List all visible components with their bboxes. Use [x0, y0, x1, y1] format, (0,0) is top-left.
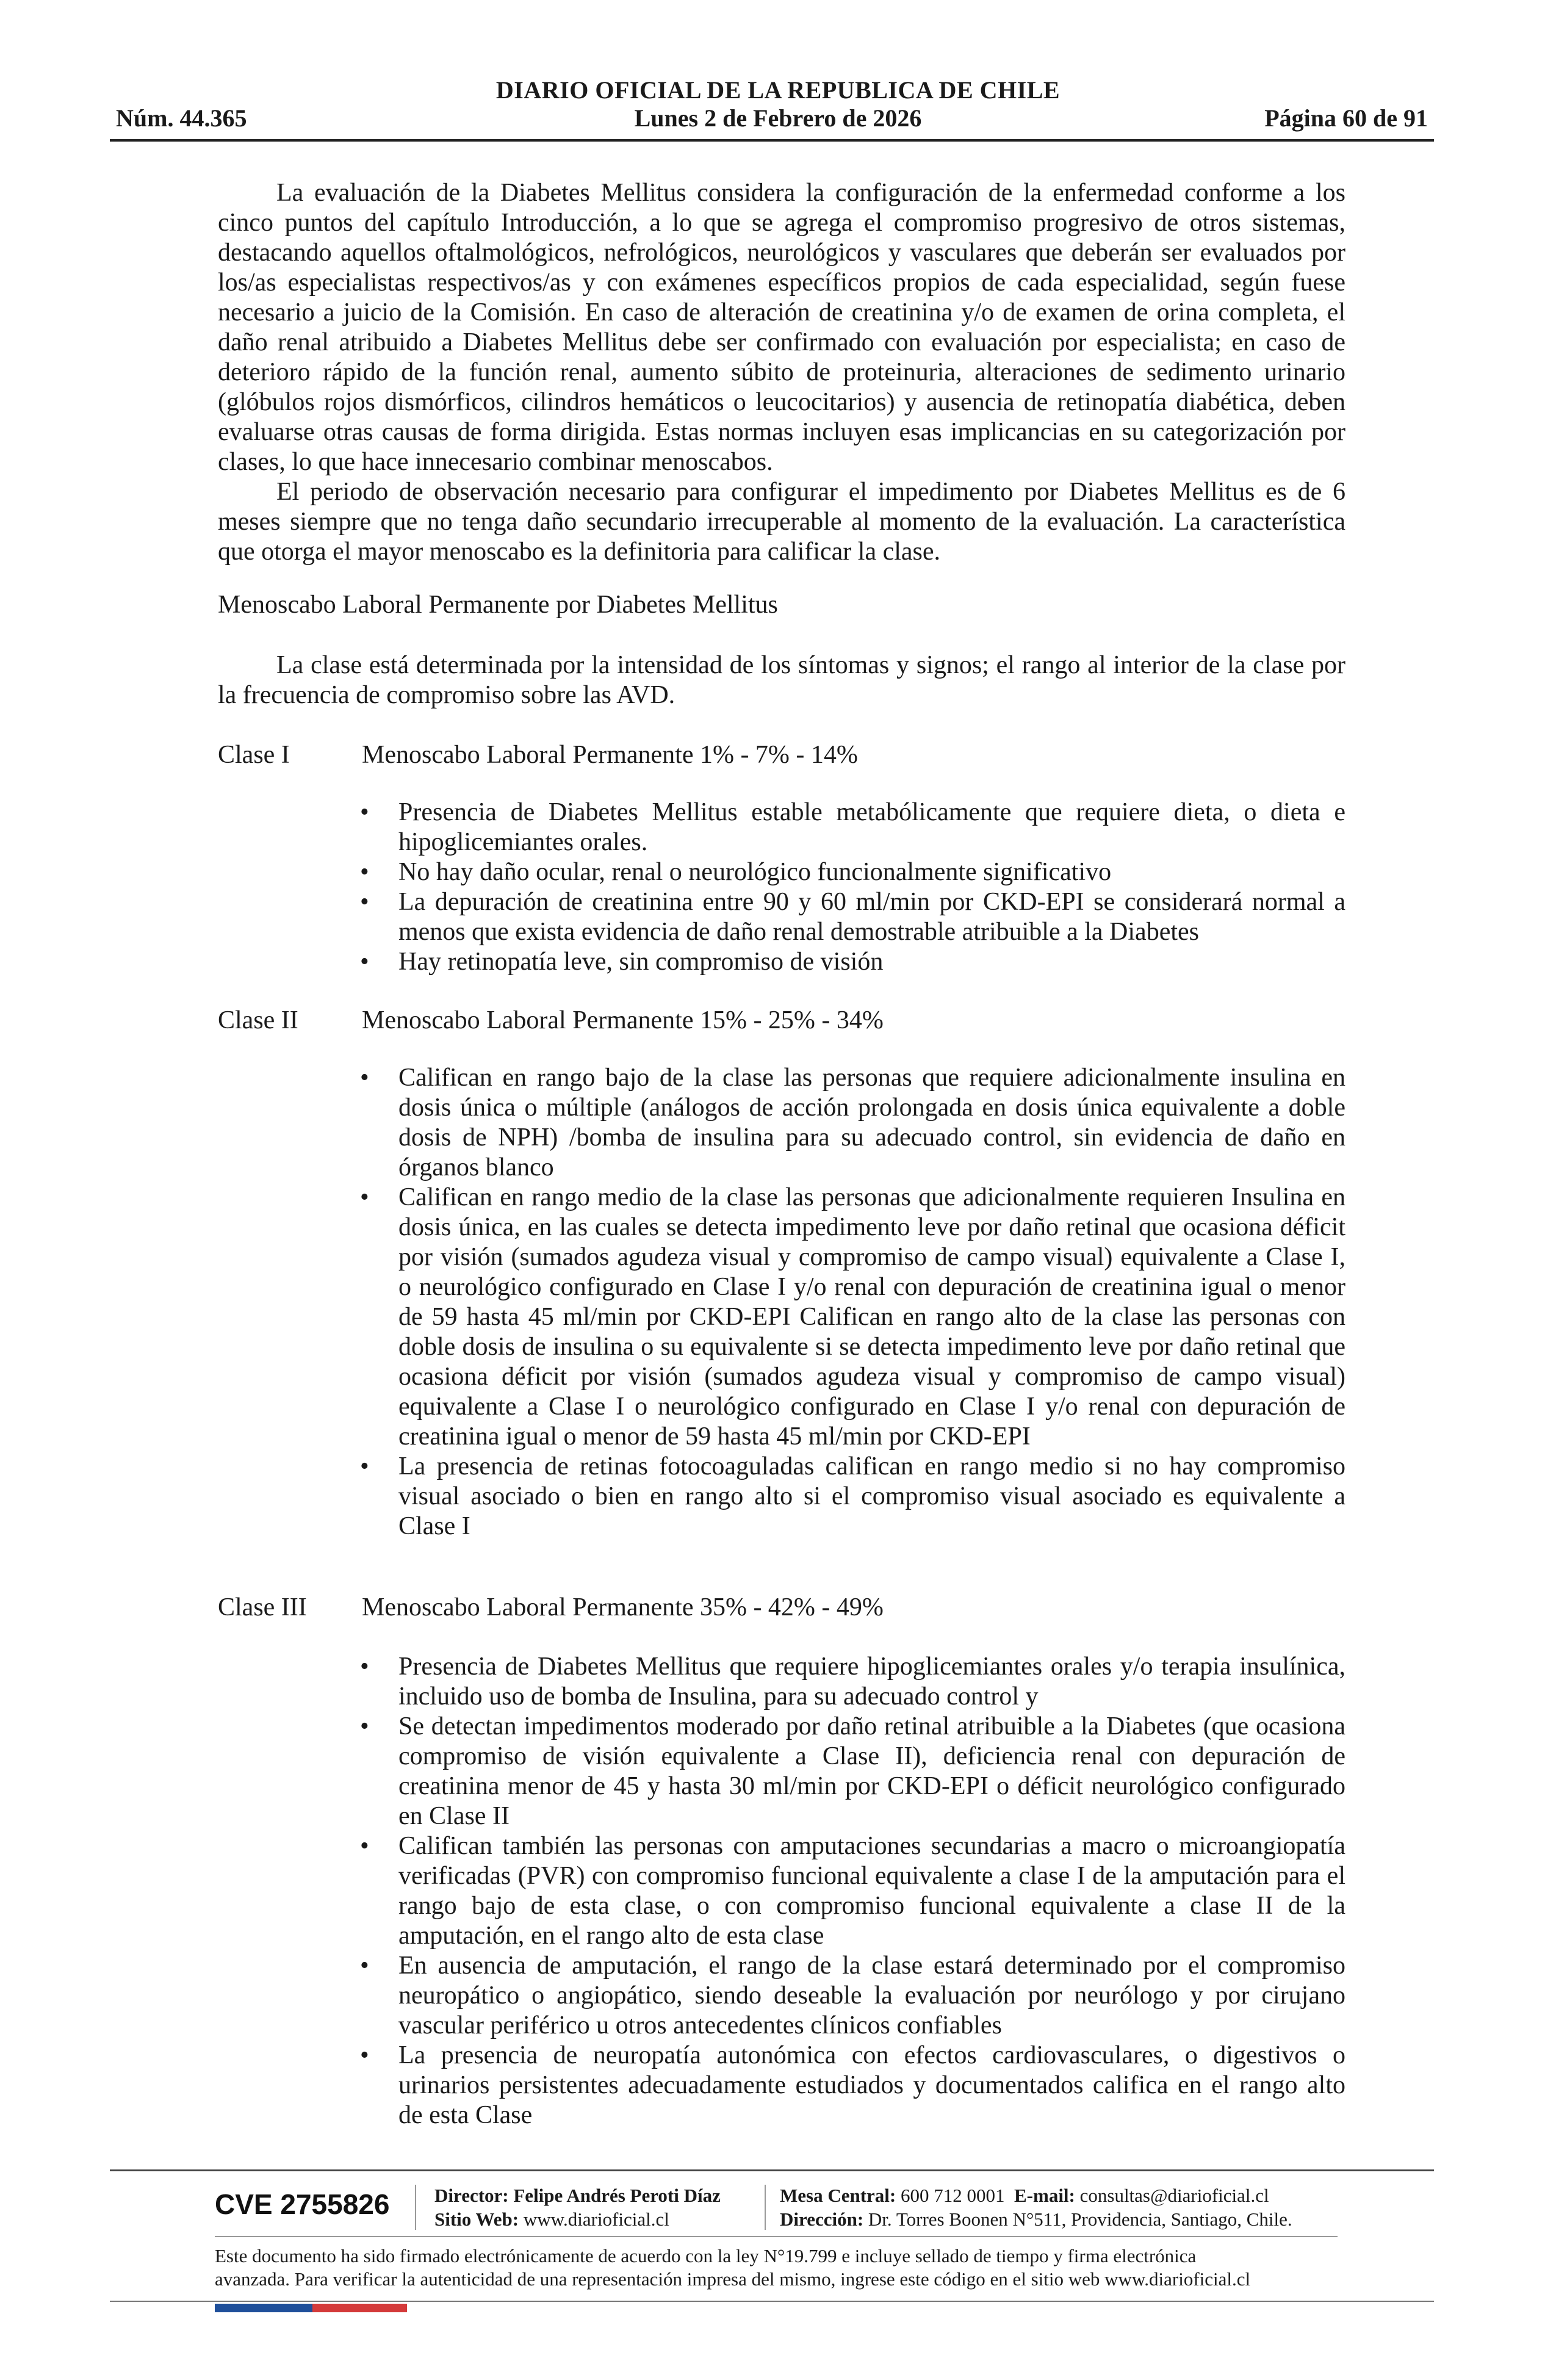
- bullet-icon: •: [360, 2041, 369, 2069]
- list-item: • Califican en rango medio de la clase las personas que adicionalmente requieren Insulina en dosis única, en las cuales se detecta impedimento leve por daño retinal que ocasiona déficit por visión (sumados agudeza visual y compromiso de campo visual) equivalente a Clase I, o neurológico configurado en Clase I y/o renal con depuración de creatinina igual o menor de 59 hasta 45 ml/min por CKD-EPI Califican en rango alto de la clase las personas con doble dosis de insulina o su equivalente si se detecta impedimento leve por daño retinal que ocasiona déficit por visión (sumados agudeza visual y compromiso de campo visual) equivalente a Clase I o neurológico configurado en Clase I y/o renal con depuración de creatinina igual o menor de 59 hasta 45 ml/min por CKD-EPI: [360, 1183, 1345, 1451]
- address: Dr. Torres Boonen N°511, Providencia, Santiago, Chile.: [868, 2209, 1292, 2230]
- class-1-label: Clase I: [218, 741, 290, 769]
- bullet-icon: •: [360, 798, 369, 826]
- class-3-range: Menoscabo Laboral Permanente 35% - 42% - 49%: [362, 1593, 884, 1621]
- bullet-icon: •: [360, 1452, 369, 1480]
- intro-paragraph-1: La evaluación de la Diabetes Mellitus considera la configuración de la enfermedad conforme a los cinco puntos del capítulo Introducción, a lo que se agrega el compromiso progresivo de otros sistemas, destacando aquellos oftalmológicos, nefrológicos, neurológicos y vasculares que deberán ser evaluados por los/as especialistas respectivos/as y con exámenes específicos propios de cada especialidad, según fuese necesario a juicio de la Comisión. En caso de alteración de creatinina y/o de examen de orina completa, el daño renal atribuido a Diabetes Mellitus debe ser confirmado con evaluación por especialista; en caso de deterioro rápido de la función renal, aumento súbito de proteinuria, alteraciones de sedimento urinario (glóbulos rojos dismórficos, cilindros hemáticos o leucocitarios) y ausencia de retinopatía diabética, deben evaluarse otras causas de forma dirigida. Estas normas incluyen esas implicancias en su categorización por clases, lo que hace innecesario combinar menoscabos.: [218, 179, 1345, 476]
- cve-code: CVE 2755826: [215, 2188, 390, 2220]
- list-item: • Califican también las personas con amputaciones secundarias a macro o microangiopatía verificadas (PVR) con compromiso funcional equivalente a clase I de la amputación para el rango bajo de esta clase, o con compromiso funcional equivalente a clase II de la amputación, en el rango alto de esta clase: [360, 1832, 1345, 1950]
- header-rule: [110, 139, 1434, 142]
- bullet-icon: •: [360, 1064, 369, 1092]
- list-item: • No hay daño ocular, renal o neurológico funcionalmente significativo: [360, 858, 1112, 886]
- intro-paragraph-2: El periodo de observación necesario para configurar el impedimento por Diabetes Mellitus es de 6 meses siempre que no tenga daño secundario irrecuperable al momento de la evaluación. La característica que otorga el mayor menoscabo es la definitoria para calificar la clase.: [218, 478, 1345, 566]
- list-item: • Presencia de Diabetes Mellitus que requiere hipoglicemiantes orales y/o terapia insulínica, incluido uso de bomba de Insulina, para su adecuado control y: [360, 1653, 1345, 1711]
- bullet-icon: •: [360, 1712, 369, 1740]
- list-item: • Hay retinopatía leve, sin compromiso de visión: [360, 948, 884, 976]
- footer-director-block: Director: Felipe Andrés Peroti Díaz Sitio Web: www.diarioficial.cl: [434, 2185, 721, 2230]
- class-3-bullets: [360, 1652, 1345, 2130]
- legal-notice: Este documento ha sido firmado electrónicamente de acuerdo con la ley N°19.799 e incluye sellado de tiempo y firma electrónica avanzada. Para verificar la autenticidad de una representación impresa del mismo, ingrese este código en el sitio web www.diarioficial.cl: [215, 2245, 1251, 2290]
- footer-rule-middle: [215, 2236, 1338, 2237]
- list-item: • Califican en rango bajo de la clase las personas que requiere adicionalmente insulina en dosis única o múltiple (análogos de acción prolongada en dosis única equivalente a doble dosis de NPH) /bomba de insulina para su adecuado control, sin evidencia de daño en órganos blanco: [360, 1064, 1345, 1181]
- flag-stripe-red: [312, 2304, 407, 2312]
- section-heading: Menoscabo Laboral Permanente por Diabetes Mellitus: [218, 591, 778, 619]
- phone-number: 600 712 0001: [901, 2185, 1005, 2206]
- class-2-range: Menoscabo Laboral Permanente 15% - 25% - 34%: [362, 1006, 884, 1034]
- class-2-bullets: [360, 1063, 1345, 1542]
- bullet-icon: •: [360, 1952, 369, 1980]
- flag-stripe-blue: [215, 2304, 312, 2312]
- footer-contact-block: Mesa Central: 600 712 0001 E-mail: consultas@diarioficial.cl Dirección: Dr. Torres Boonen N°511, Providencia, Santiago, Chile.: [780, 2185, 1292, 2230]
- list-item: • La presencia de retinas fotocoaguladas califican en rango medio si no hay compromiso visual asociado o bien en rango alto si el compromiso visual asociado es equivalente a Clase I: [360, 1452, 1345, 1540]
- class-intro-paragraph: La clase está determinada por la intensidad de los síntomas y signos; el rango al interior de la clase por la frecuencia de compromiso sobre las AVD.: [218, 651, 1345, 709]
- footer-divider: [765, 2185, 766, 2230]
- list-item: • La presencia de neuropatía autonómica con efectos cardiovasculares, o digestivos o urinarios persistentes adecuadamente estudiados y documentados califica en el rango alto de esta Clase: [360, 2041, 1345, 2129]
- website-link[interactable]: www.diarioficial.cl: [523, 2209, 669, 2230]
- page-indicator: Página 60 de 91: [1264, 104, 1428, 132]
- bullet-icon: •: [360, 1832, 369, 1860]
- bullet-icon: •: [360, 858, 369, 886]
- footer-rule-bottom: [110, 2301, 1434, 2302]
- class-1-bullets: [360, 798, 1345, 977]
- bullet-icon: •: [360, 1183, 369, 1211]
- newspaper-title: DIARIO OFICIAL DE LA REPUBLICA DE CHILE: [495, 76, 1061, 104]
- list-item: • Se detectan impedimentos moderado por daño retinal atribuible a la Diabetes (que ocasiona compromiso de visión equivalente a Clase II), deficiencia renal con depuración de creatinina menor de 45 y hasta 30 ml/min por CKD-EPI o déficit neurológico configurado en Clase II: [360, 1712, 1345, 1830]
- class-1-range: Menoscabo Laboral Permanente 1% - 7% - 14%: [362, 741, 858, 769]
- list-item: • Presencia de Diabetes Mellitus estable metabólicamente que requiere dieta, o dieta e hipoglicemiantes orales.: [360, 798, 1345, 856]
- email-link[interactable]: consultas@diarioficial.cl: [1079, 2185, 1269, 2206]
- list-item: • En ausencia de amputación, el rango de la clase estará determinado por el compromiso neuropático o angiopático, siendo deseable la evaluación por neurólogo y por cirujano vascular periférico u otros antecedentes clínicos confiables: [360, 1952, 1345, 2039]
- issue-number: Núm. 44.365: [116, 104, 247, 132]
- bullet-icon: •: [360, 948, 369, 976]
- class-2-label: Clase II: [218, 1006, 298, 1034]
- class-3-label: Clase III: [218, 1593, 307, 1621]
- footer-rule-top: [110, 2169, 1434, 2171]
- bullet-icon: •: [360, 888, 369, 916]
- footer-divider: [415, 2185, 416, 2230]
- director-name: Felipe Andrés Peroti Díaz: [513, 2185, 721, 2206]
- issue-date: Lunes 2 de Febrero de 2026: [634, 104, 922, 132]
- list-item: • La depuración de creatinina entre 90 y 60 ml/min por CKD-EPI se considerará normal a menos que exista evidencia de daño renal demostrable atribuible a la Diabetes: [360, 888, 1345, 946]
- bullet-icon: •: [360, 1653, 369, 1681]
